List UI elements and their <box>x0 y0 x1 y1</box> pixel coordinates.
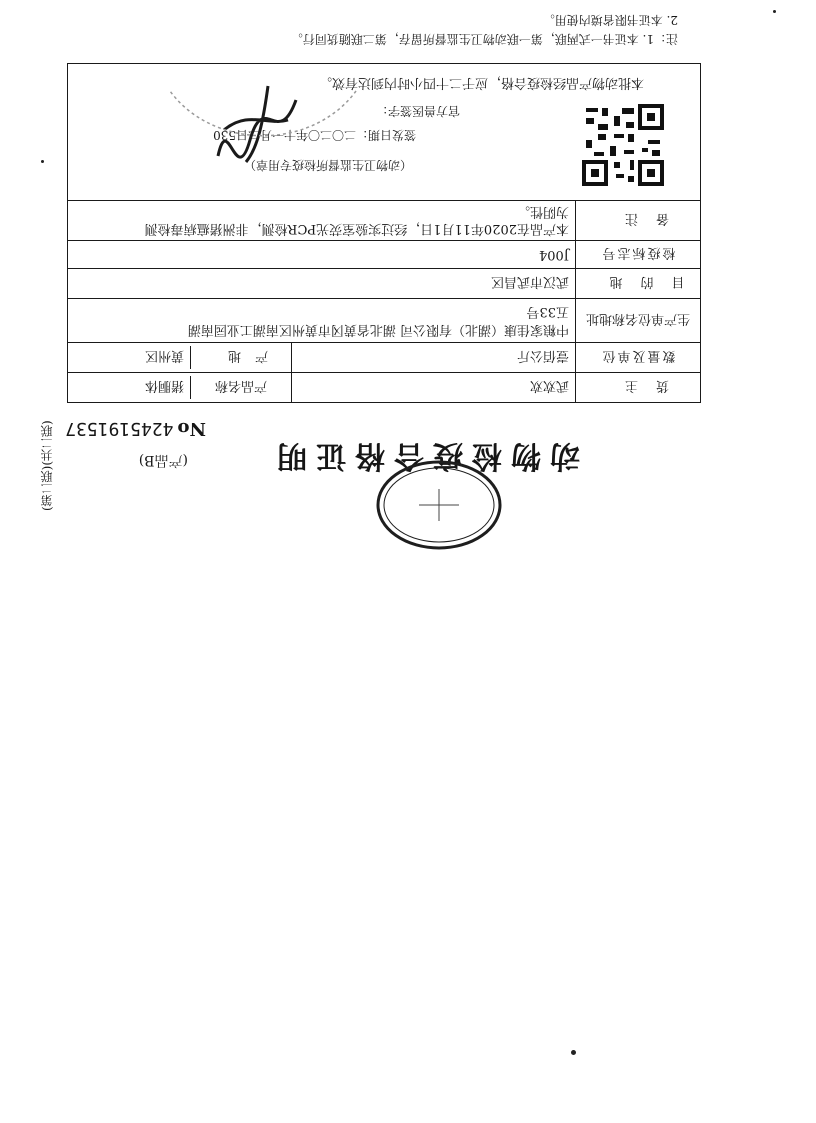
row-producer <box>67 299 700 343</box>
document-title: 动物检疫合格证明 <box>268 438 580 473</box>
remarks-line-2: 为阴性。 <box>516 204 569 220</box>
row-remarks <box>67 201 700 241</box>
label-quantity: 数量及单位 <box>576 343 701 373</box>
document-subtitle: (产品B) <box>138 452 188 468</box>
row-destination <box>67 269 700 299</box>
footnotes <box>291 10 678 48</box>
value-origin: 黄州区 <box>144 348 184 363</box>
value-remarks <box>67 201 575 241</box>
issue-date: 签发日期：二〇二〇年十一月二日530 <box>213 128 416 142</box>
product-name-text: 猪胴体 <box>144 378 184 393</box>
scan-speck <box>571 1050 576 1055</box>
row-inspection-mark <box>67 241 700 269</box>
value-producer <box>67 299 575 343</box>
round-seal-stamp <box>375 459 503 551</box>
footnote-1: 注：1. 本证书一式两联，第一联动物卫生监督所留存，第二联随货同行。 <box>290 32 678 46</box>
label-origin: 产地 <box>190 346 291 369</box>
label-producer: 生产单位名称地址 <box>576 299 701 343</box>
serial-number <box>65 418 206 439</box>
label-inspection-mark: 检疫标志号 <box>576 241 701 269</box>
producer-line-2: 五33号 <box>526 304 569 320</box>
row-quantity <box>67 343 700 373</box>
serial-value: 4245191537 <box>65 418 174 439</box>
seal-caption: （动物卫生监督所检疫专用章） <box>243 158 412 172</box>
label-consignor: 货主 <box>576 373 701 403</box>
official-seal-stamp <box>150 83 376 191</box>
copy-note: (第二联)(共二联) <box>40 420 54 511</box>
row-consignor <box>67 373 700 403</box>
scan-speck <box>773 10 776 13</box>
value-quantity: 壹佰公斤 <box>291 343 575 373</box>
value-product-name <box>67 373 291 403</box>
scan-speck <box>41 160 44 163</box>
producer-line-1: 中粮家佳康（湖北）有限公司 湖北省黄冈市黄州区南湖工业园南湖 <box>187 322 569 338</box>
remarks-line-1: 本产品在2020年11月1日，经过实验室荧光PCR检测，非洲猪瘟病毒检测 <box>144 221 569 237</box>
footnote-2: 2. 本证书限省境内使用。 <box>542 13 678 27</box>
title-block <box>138 433 580 481</box>
value-consignor: 武欢欢 <box>291 373 575 403</box>
signer-label: 官方兽医签字： <box>375 104 460 118</box>
serial-prefix: No <box>177 418 206 439</box>
sign-statement: 本批动物产品经检疫合格，应于二十四小时内到达有效。 <box>318 75 644 90</box>
value-inspection-mark: J004 <box>67 241 575 269</box>
qr-code-icon <box>582 104 664 186</box>
label-product-name: 产品名称 <box>190 376 291 399</box>
label-destination: 目的地 <box>576 269 701 299</box>
value-destination: 武汉市武昌区 <box>67 269 575 299</box>
cell-origin <box>67 343 291 373</box>
label-remarks: 备注 <box>576 201 701 241</box>
